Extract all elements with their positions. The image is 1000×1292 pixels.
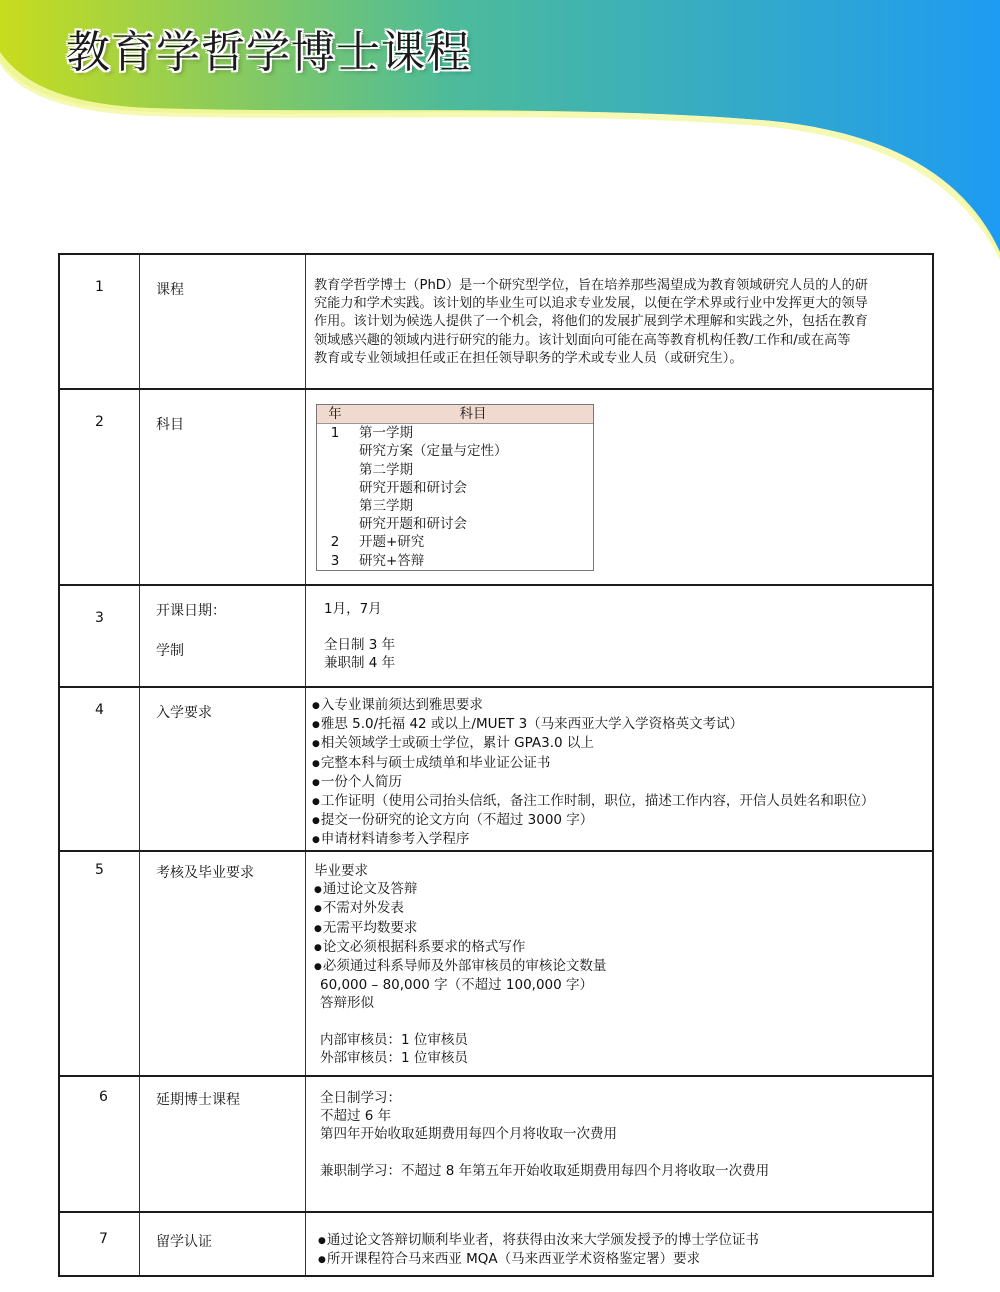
text-line: 教育学哲学博士（PhD）是一个研究型学位，旨在培养那些渴望成为教育领域研究人员的人的研 bbox=[314, 278, 868, 293]
list-item: ● 完整本科与硕士成绩单和毕业证公证书 bbox=[312, 754, 922, 773]
row-number: 7 bbox=[60, 1213, 140, 1275]
table-row bbox=[60, 255, 932, 390]
intake-label: 开课日期： bbox=[156, 603, 226, 619]
row-content bbox=[306, 586, 932, 686]
subject-table-header bbox=[317, 405, 593, 424]
list-item: ● 必须通过科系导师及外部审核员的审核论文数量 bbox=[314, 957, 922, 976]
duration-value: 全日制 3 年 bbox=[324, 637, 396, 654]
row-content bbox=[306, 255, 932, 388]
row-number: 3 bbox=[60, 586, 140, 686]
reviewer-line: 外部审核员：1 位审核员 bbox=[320, 1049, 468, 1066]
list-item: ● 申请材料请参考入学程序 bbox=[312, 830, 922, 849]
subject-cell: 研究方案（定量与定性） bbox=[359, 443, 508, 460]
year-cell bbox=[317, 497, 353, 515]
text-line: 第四年开始收取延期费用每四个月将收取一次费用 bbox=[320, 1126, 617, 1143]
row-label bbox=[140, 586, 306, 686]
row-label: 考核及毕业要求 bbox=[140, 852, 306, 1075]
text-line: 60,000 – 80,000 字（不超过 100,000 字） bbox=[320, 977, 594, 994]
list-item: ● 通过论文答辩切顺利毕业者，将获得由汝来大学颁发授予的博士学位证书 bbox=[318, 1231, 922, 1250]
text-line: 答辩形似 bbox=[320, 995, 374, 1012]
list-item: ● 工作证明（使用公司抬头信纸，备注工作时制，职位，描述工作内容，开信人员姓名和职位） bbox=[312, 792, 922, 811]
subject-row bbox=[317, 515, 593, 533]
row-label: 课程 bbox=[140, 255, 306, 388]
text-line: 全日制学习： bbox=[320, 1090, 401, 1106]
program-table bbox=[58, 253, 934, 1277]
table-row bbox=[60, 1077, 932, 1213]
year-cell bbox=[317, 515, 353, 533]
list-item: ● 入专业课前须达到雅思要求 bbox=[312, 696, 922, 715]
text-line: 兼职制学习：不超过 8 年第五年开始收取延期费用每四个月将收取一次费用 bbox=[320, 1162, 770, 1179]
row-content bbox=[306, 1213, 932, 1275]
text-line: 作用。该计划为候选人提供了一个机会，将他们的发展扩展到学术理解和实践之外，包括在教育 bbox=[314, 314, 868, 330]
subject-cell: 开题+研究 bbox=[359, 534, 425, 551]
reviewer-line: 内部审核员：1 位审核员 bbox=[320, 1031, 468, 1048]
row-content bbox=[306, 852, 932, 1075]
table-row bbox=[60, 586, 932, 688]
list-item: ● 无需平均数要求 bbox=[314, 919, 922, 938]
subject-row bbox=[317, 424, 593, 442]
year-cell: 2 bbox=[330, 534, 340, 551]
subject-row bbox=[317, 533, 593, 551]
list-item: ● 所开课程符合马来西亚 MQA（马来西亚学术资格鉴定署）要求 bbox=[318, 1250, 922, 1269]
list-item: ● 相关领域学士或硕士学位，累计 GPA3.0 以上 bbox=[312, 734, 922, 753]
subject-row bbox=[317, 461, 593, 479]
year-cell bbox=[317, 479, 353, 497]
duration-label: 学制 bbox=[156, 643, 184, 659]
row-number: 1 bbox=[60, 255, 140, 388]
list-item: ● 通过论文及答辩 bbox=[314, 880, 922, 899]
row-content bbox=[306, 390, 932, 584]
year-header: 年 bbox=[328, 406, 342, 422]
subject-cell: 研究开题和研讨会 bbox=[359, 479, 467, 496]
subject-cell: 研究开题和研讨会 bbox=[359, 516, 467, 533]
row-label: 科目 bbox=[140, 390, 306, 584]
section-heading: 毕业要求 bbox=[314, 863, 368, 879]
subject-row bbox=[317, 442, 593, 460]
intake-value: 1月，7月 bbox=[324, 601, 382, 617]
row-number: 5 bbox=[60, 852, 140, 1075]
subject-row bbox=[317, 552, 593, 570]
row-label: 留学认证 bbox=[140, 1213, 306, 1275]
row-number: 4 bbox=[60, 688, 140, 850]
subject-cell: 研究+答辩 bbox=[359, 552, 425, 569]
year-cell bbox=[317, 461, 353, 479]
subject-row bbox=[317, 497, 593, 515]
list-item: ● 一份个人简历 bbox=[312, 773, 922, 792]
row-content bbox=[306, 1077, 932, 1211]
table-row bbox=[60, 390, 932, 586]
year-cell: 3 bbox=[330, 552, 340, 569]
table-row bbox=[60, 688, 932, 852]
subject-cell: 第一学期 bbox=[359, 425, 413, 442]
subject-cell: 第三学期 bbox=[359, 498, 413, 515]
row-number: 6 bbox=[60, 1077, 140, 1211]
text-line: 领域感兴趣的领域内进行研究的能力。该计划面向可能在高等教育机构任教/工作和/或在高等 bbox=[314, 332, 851, 348]
list-item: ● 论文必须根据科系要求的格式写作 bbox=[314, 938, 922, 957]
subject-cell: 第二学期 bbox=[359, 461, 413, 478]
table-row bbox=[60, 852, 932, 1077]
table-row bbox=[60, 1213, 932, 1275]
duration-value: 兼职制 4 年 bbox=[324, 655, 396, 672]
page-title: 教育学哲学博士课程 bbox=[66, 27, 471, 78]
year-cell: 1 bbox=[330, 425, 340, 442]
row-number: 2 bbox=[60, 390, 140, 584]
list-item: ● 雅思 5.0/托福 42 或以上/MUET 3（马来西亚大学入学资格英文考试） bbox=[312, 715, 922, 734]
year-cell bbox=[317, 442, 353, 460]
subject-table bbox=[316, 404, 594, 571]
row-content bbox=[306, 688, 932, 850]
subject-row bbox=[317, 479, 593, 497]
text-line: 教育或专业领域担任或正在担任领导职务的学术或专业人员（或研究生）。 bbox=[314, 350, 743, 366]
list-item: ● 不需对外发表 bbox=[314, 899, 922, 918]
subject-header: 科目 bbox=[459, 406, 487, 422]
row-label: 入学要求 bbox=[140, 688, 306, 850]
list-item: ● 提交一份研究的论文方向（不超过 3000 字） bbox=[312, 811, 922, 830]
text-line: 不超过 6 年 bbox=[320, 1108, 392, 1125]
row-label: 延期博士课程 bbox=[140, 1077, 306, 1211]
text-line: 究能力和学术实践。该计划的毕业生可以追求专业发展，以便在学术界或行业中发挥更大的领导 bbox=[314, 296, 868, 312]
